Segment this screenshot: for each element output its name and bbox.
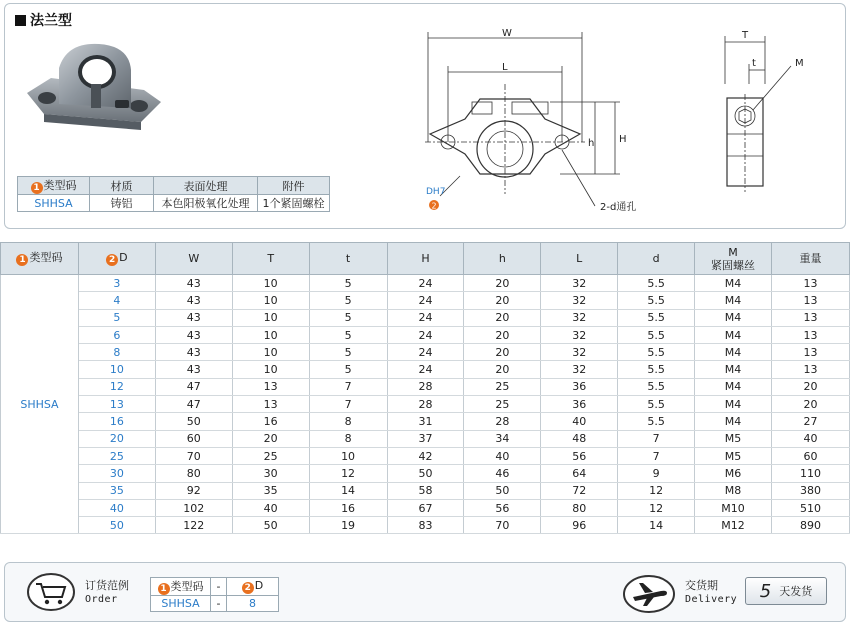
table-cell: 32: [541, 275, 618, 292]
table-cell: 40: [464, 447, 541, 464]
table-cell: 13: [772, 275, 850, 292]
table-cell: 12: [78, 378, 155, 395]
mat-cell-material: 铸铝: [90, 195, 154, 212]
front-view-drawing: [420, 24, 650, 214]
table-cell: 43: [155, 292, 232, 309]
mat-cell-accessory: 1个紧固螺栓: [258, 195, 330, 212]
mat-cell-type: SHHSA: [18, 195, 90, 212]
table-cell: M6: [695, 465, 772, 482]
table-cell: 70: [155, 447, 232, 464]
table-cell: 32: [541, 292, 618, 309]
table-cell: 56: [541, 447, 618, 464]
table-cell: M5: [695, 430, 772, 447]
table-cell: 92: [155, 482, 232, 499]
table-cell: 43: [155, 361, 232, 378]
delivery-label-cn: 交货期: [685, 579, 718, 592]
marker-2-icon: 2: [242, 582, 254, 594]
table-row: [1, 309, 850, 326]
table-cell: 32: [541, 309, 618, 326]
table-cell: 9: [618, 465, 695, 482]
table-cell: 28: [464, 413, 541, 430]
table-cell: 31: [387, 413, 464, 430]
hole-note-label: 2-d通孔: [600, 202, 637, 213]
table-row: [1, 344, 850, 361]
table-cell: 5: [309, 361, 387, 378]
table-row: [1, 396, 850, 413]
table-row: [1, 482, 850, 499]
table-cell: 12: [618, 499, 695, 516]
table-row: [1, 465, 850, 482]
delivery-days-badge: [745, 577, 827, 605]
side-view-drawing: [713, 24, 823, 194]
table-cell: 24: [387, 275, 464, 292]
table-cell: 13: [772, 309, 850, 326]
table-cell: 13: [772, 361, 850, 378]
table-cell: 20: [464, 275, 541, 292]
table-cell: 10: [232, 344, 309, 361]
spec-header-type: 1 类型码: [1, 243, 79, 275]
table-cell: 5.5: [618, 344, 695, 361]
table-row: [1, 430, 850, 447]
table-cell: 14: [309, 482, 387, 499]
table-cell: 70: [464, 517, 541, 534]
table-cell: 47: [155, 378, 232, 395]
table-cell: 96: [541, 517, 618, 534]
dim-h-upper-label: H: [619, 134, 627, 145]
table-row: [1, 499, 850, 516]
table-cell: 7: [618, 447, 695, 464]
table-cell: 64: [541, 465, 618, 482]
table-cell: 40: [772, 430, 850, 447]
table-cell: 46: [464, 465, 541, 482]
marker-2-icon: 2: [106, 254, 118, 266]
table-cell: M10: [695, 499, 772, 516]
table-cell: 32: [541, 326, 618, 343]
order-d-value: 8: [227, 596, 279, 612]
order-sep: -: [211, 578, 227, 596]
table-cell: M4: [695, 413, 772, 430]
table-cell: 13: [232, 396, 309, 413]
table-cell: 20: [464, 344, 541, 361]
table-cell: 43: [155, 326, 232, 343]
table-cell: 5.5: [618, 413, 695, 430]
spec-header-h: h: [464, 243, 541, 275]
table-cell: 3: [78, 275, 155, 292]
table-cell: 122: [155, 517, 232, 534]
product-photo: [19, 38, 169, 138]
table-cell: 80: [541, 499, 618, 516]
table-cell: M4: [695, 309, 772, 326]
table-cell: 67: [387, 499, 464, 516]
table-cell: 13: [78, 396, 155, 413]
table-cell: 80: [155, 465, 232, 482]
table-cell: 25: [464, 378, 541, 395]
table-cell: 58: [387, 482, 464, 499]
table-cell: 5.5: [618, 309, 695, 326]
table-cell: 10: [232, 361, 309, 378]
table-cell: 20: [772, 396, 850, 413]
table-cell: 5: [78, 309, 155, 326]
table-cell: 60: [155, 430, 232, 447]
spec-header-H: H: [387, 243, 464, 275]
plane-icon: [623, 575, 675, 613]
table-cell: 43: [155, 309, 232, 326]
page-title: [15, 10, 72, 30]
spec-header-t: t: [309, 243, 387, 275]
table-row: [1, 517, 850, 534]
title-text: 法兰型: [30, 13, 72, 29]
spec-header-d-lower: d: [618, 243, 695, 275]
table-cell: 42: [387, 447, 464, 464]
table-cell: 20: [464, 309, 541, 326]
table-cell: M4: [695, 378, 772, 395]
table-cell: 28: [387, 396, 464, 413]
marker-1-icon: 1: [31, 182, 43, 194]
table-cell: 40: [232, 499, 309, 516]
table-cell: 10: [309, 447, 387, 464]
table-cell: 25: [78, 447, 155, 464]
dim-T-label: T: [742, 30, 749, 41]
table-cell: 7: [309, 378, 387, 395]
table-cell: 10: [232, 275, 309, 292]
table-cell: 13: [772, 326, 850, 343]
table-cell: 24: [387, 292, 464, 309]
table-cell: 37: [387, 430, 464, 447]
material-table: [17, 176, 330, 212]
table-cell: 6: [78, 326, 155, 343]
order-example-table: [150, 577, 279, 612]
mat-header-material: 材质: [90, 177, 154, 195]
mat-header-accessory: 附件: [258, 177, 330, 195]
table-cell: 7: [309, 396, 387, 413]
table-cell: 5: [309, 275, 387, 292]
spec-table: [0, 242, 850, 534]
table-cell: 19: [309, 517, 387, 534]
table-cell: 32: [541, 361, 618, 378]
table-row: [1, 447, 850, 464]
spec-header-l: L: [541, 243, 618, 275]
table-cell: M4: [695, 344, 772, 361]
spec-header-d: 2 D: [78, 243, 155, 275]
cart-icon: [27, 573, 75, 611]
delivery-unit: 天发货: [779, 585, 813, 598]
table-cell: 13: [772, 292, 850, 309]
table-cell: M4: [695, 292, 772, 309]
table-cell: 5.5: [618, 378, 695, 395]
table-cell: 28: [387, 378, 464, 395]
table-cell: 8: [309, 430, 387, 447]
delivery-days: 5: [759, 580, 772, 602]
table-row: [1, 378, 850, 395]
table-cell: 5: [309, 292, 387, 309]
table-cell: 890: [772, 517, 850, 534]
table-cell: 20: [464, 361, 541, 378]
table-cell: 56: [464, 499, 541, 516]
marker-1-icon: 1: [158, 583, 170, 595]
table-cell: 43: [155, 275, 232, 292]
dh7-label: DH7: [426, 187, 446, 197]
order-label-en: Order: [85, 594, 118, 605]
table-cell: 20: [772, 378, 850, 395]
title-square-icon: [15, 15, 26, 26]
table-row: [1, 275, 850, 292]
table-cell: 16: [309, 499, 387, 516]
table-cell: M12: [695, 517, 772, 534]
order-label: [85, 579, 129, 607]
table-cell: 50: [155, 413, 232, 430]
table-cell: 10: [232, 326, 309, 343]
table-cell: M4: [695, 396, 772, 413]
table-cell: 40: [541, 413, 618, 430]
delivery-label-en: Delivery: [685, 594, 738, 605]
table-cell: 5.5: [618, 396, 695, 413]
table-cell: 5: [309, 344, 387, 361]
table-row: [1, 413, 850, 430]
table-row: [1, 326, 850, 343]
table-cell: 12: [618, 482, 695, 499]
table-cell: M4: [695, 361, 772, 378]
order-panel: [4, 562, 846, 622]
order-label-cn: 订货范例: [85, 579, 129, 592]
order-type-value: SHHSA: [151, 596, 211, 612]
table-cell: 34: [464, 430, 541, 447]
table-cell: 50: [387, 465, 464, 482]
table-cell: 380: [772, 482, 850, 499]
table-cell: 32: [541, 344, 618, 361]
table-cell: 50: [78, 517, 155, 534]
spec-table-body: [1, 275, 850, 534]
table-cell: 24: [387, 361, 464, 378]
dh7-marker: 2: [431, 201, 437, 211]
dim-m-label: M: [795, 58, 804, 69]
table-cell: 72: [541, 482, 618, 499]
table-cell: 48: [541, 430, 618, 447]
table-cell: 14: [618, 517, 695, 534]
table-cell: 24: [387, 309, 464, 326]
spec-header-w: W: [155, 243, 232, 275]
spec-header-weight: 重量: [772, 243, 850, 275]
table-cell: 5: [309, 309, 387, 326]
table-cell: 25: [232, 447, 309, 464]
table-cell: M4: [695, 275, 772, 292]
table-cell: 35: [78, 482, 155, 499]
table-cell: 30: [78, 465, 155, 482]
table-cell: 4: [78, 292, 155, 309]
table-cell: 36: [541, 378, 618, 395]
table-cell: 8: [309, 413, 387, 430]
dim-t-label: t: [752, 58, 756, 69]
table-cell: 10: [232, 309, 309, 326]
table-cell: 10: [232, 292, 309, 309]
table-cell: 20: [232, 430, 309, 447]
table-cell: 5: [309, 326, 387, 343]
table-cell: 25: [464, 396, 541, 413]
product-info-panel: [4, 3, 846, 229]
table-cell: 510: [772, 499, 850, 516]
table-cell: 13: [232, 378, 309, 395]
table-cell: M8: [695, 482, 772, 499]
table-cell: 5.5: [618, 292, 695, 309]
table-cell: 10: [78, 361, 155, 378]
table-cell: 16: [78, 413, 155, 430]
table-cell: 40: [78, 499, 155, 516]
table-cell: 30: [232, 465, 309, 482]
table-cell: 20: [464, 292, 541, 309]
table-cell: 24: [387, 326, 464, 343]
table-cell: 47: [155, 396, 232, 413]
order-d-header: 2 D: [227, 578, 279, 596]
table-cell: 5.5: [618, 326, 695, 343]
table-cell: 7: [618, 430, 695, 447]
table-cell: 5.5: [618, 361, 695, 378]
table-cell: 12: [309, 465, 387, 482]
table-row: [1, 292, 850, 309]
mat-cell-surface: 本色阳极氧化处理: [154, 195, 258, 212]
table-cell: 110: [772, 465, 850, 482]
spec-header-T: T: [232, 243, 309, 275]
dim-l-label: L: [502, 62, 508, 73]
table-cell: 5.5: [618, 275, 695, 292]
table-cell: 60: [772, 447, 850, 464]
table-cell: 102: [155, 499, 232, 516]
table-cell: 27: [772, 413, 850, 430]
order-sep: -: [211, 596, 227, 612]
dim-h-lower-label: h: [588, 138, 595, 149]
table-cell: 16: [232, 413, 309, 430]
delivery-label: [685, 579, 737, 607]
table-cell: 20: [78, 430, 155, 447]
table-cell: 50: [232, 517, 309, 534]
marker-1-icon: 1: [16, 254, 28, 266]
mat-header-type: 1 类型码: [18, 177, 90, 195]
table-cell: 8: [78, 344, 155, 361]
dim-w-label: W: [502, 28, 512, 39]
table-row: [1, 361, 850, 378]
table-cell: 83: [387, 517, 464, 534]
table-cell: 35: [232, 482, 309, 499]
spec-header-m: M 紧固螺丝: [695, 243, 772, 275]
order-type-header: 1 类型码: [151, 578, 211, 596]
table-cell: 13: [772, 344, 850, 361]
spec-model-cell: SHHSA: [1, 275, 79, 534]
table-cell: 36: [541, 396, 618, 413]
table-cell: 20: [464, 326, 541, 343]
table-cell: 50: [464, 482, 541, 499]
mat-header-surface: 表面处理: [154, 177, 258, 195]
table-cell: M5: [695, 447, 772, 464]
table-cell: 24: [387, 344, 464, 361]
table-cell: 43: [155, 344, 232, 361]
table-cell: M4: [695, 326, 772, 343]
